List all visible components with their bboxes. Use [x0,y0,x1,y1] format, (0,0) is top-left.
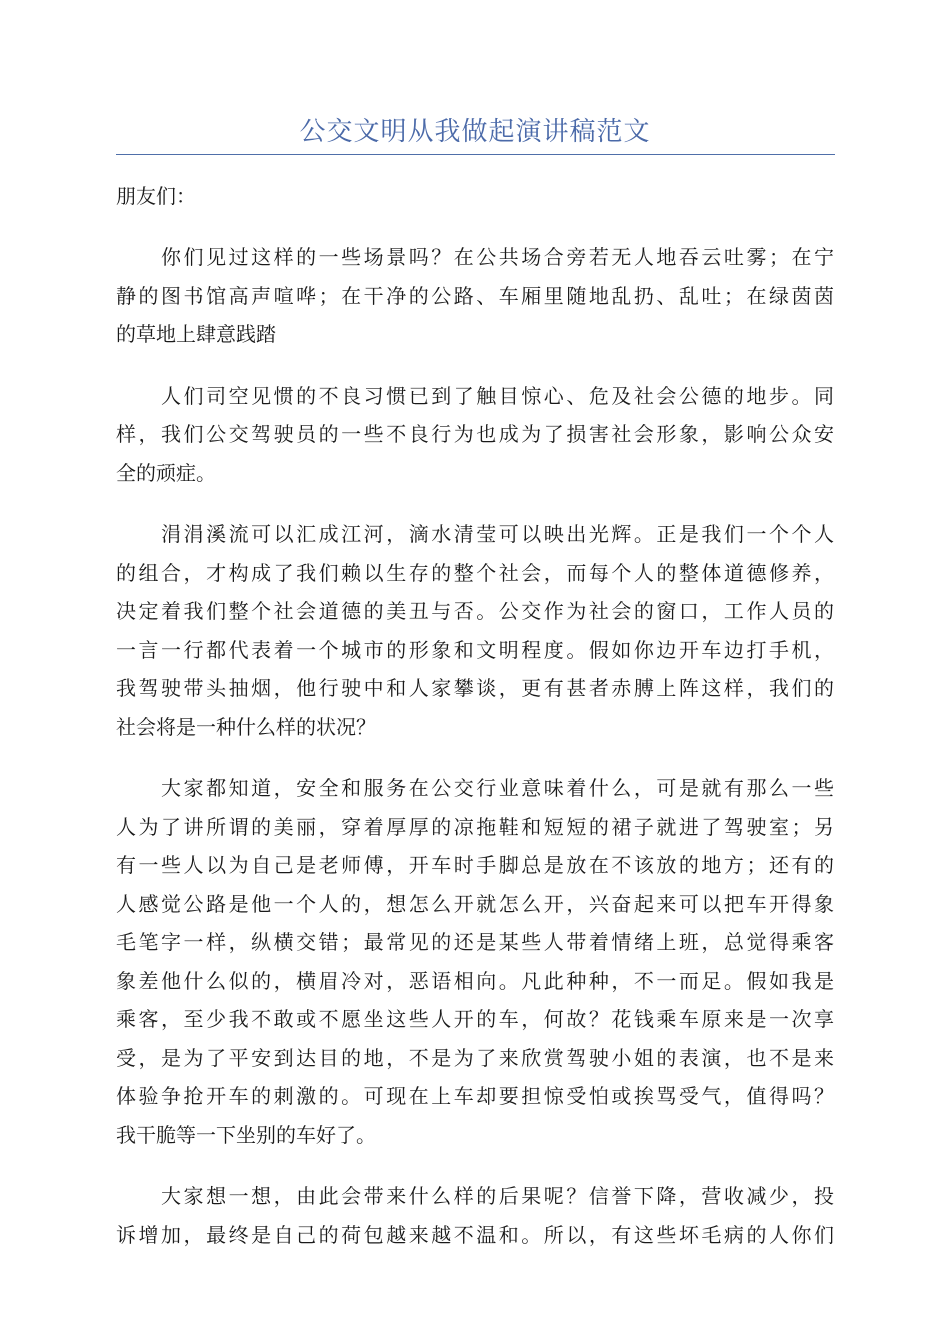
document-title: 公交文明从我做起演讲稿范文 [299,117,651,147]
text-line: 一言一行都代表着一个城市的形象和文明程度。假如你边开车边打手机， [116,637,834,662]
title-underline [116,154,835,155]
document-body [116,177,834,1254]
text-line: 全的顽症。 [116,460,216,485]
text-line: 人感觉公路是他一个人的，想怎么开就怎么开，兴奋起来可以把车开得象 [116,891,834,916]
paragraph [116,238,834,354]
text-line: 大家都知道，安全和服务在公交行业意味着什么，可是就有那么一些 [116,776,834,800]
text-line: 静的图书馆高声喧哗；在干净的公路、车厢里随地乱扔、乱吐；在绿茵茵 [116,283,834,308]
paragraph [116,1177,834,1254]
text-line: 毛笔字一样，纵横交错；最常见的还是某些人带着情绪上班，总觉得乘客 [116,930,834,954]
text-line: 的组合，才构成了我们赖以生存的整个社会，而每个人的整体道德修养， [116,560,834,585]
text-line: 诉增加，最终是自己的荷包越来越不温和。所以，有这些坏毛病的人你们 [116,1222,834,1247]
text-line: 人为了讲所谓的美丽，穿着厚厚的凉拖鞋和短短的裙子就进了驾驶室；另 [116,814,834,839]
text-line: 有一些人以为自己是老师傅，开车时手脚总是放在不该放的地方；还有的 [116,853,834,877]
text-line: 的草地上肆意践踏 [116,322,276,346]
greeting: 朋友们： [116,184,196,208]
text-line: 人们司空见惯的不良习惯已到了触目惊心、危及社会公德的地步。同 [116,383,834,408]
text-line: 决定着我们整个社会道德的美丑与否。公交作为社会的窗口，工作人员的 [116,599,834,623]
paragraph [116,769,834,1154]
paragraph [116,515,834,746]
text-line: 大家想一想，由此会带来什么样的后果呢？信誉下降，营收减少，投 [116,1184,834,1208]
paragraph [116,377,834,493]
text-line: 受，是为了平安到达目的地，不是为了来欣赏驾驶小姐的表演，也不是来 [116,1045,834,1070]
text-line: 乘客，至少我不敢或不愿坐这些人开的车，何故？花钱乘车原来是一次享 [116,1007,834,1031]
text-line: 我干脆等一下坐别的车好了。 [116,1122,376,1147]
text-line: 你们见过这样的一些场景吗？在公共场合旁若无人地吞云吐雾；在宁 [116,245,834,269]
text-line: 象差他什么似的，横眉冷对，恶语相向。凡此种种，不一而足。假如我是 [116,968,834,993]
text-line: 涓涓溪流可以汇成江河，滴水清莹可以映出光辉。正是我们一个个人 [116,522,834,546]
text-line: 样，我们公交驾驶员的一些不良行为也成为了损害社会形象，影响公众安 [116,422,834,446]
text-line: 社会将是一种什么样的状况？ [116,714,376,739]
text-line: 我驾驶带头抽烟，他行驶中和人家攀谈，更有甚者赤膊上阵这样，我们的 [116,676,834,700]
text-line: 体验争抢开车的刺激的。可现在上车却要担惊受怕或挨骂受气，值得吗？ [116,1084,834,1108]
